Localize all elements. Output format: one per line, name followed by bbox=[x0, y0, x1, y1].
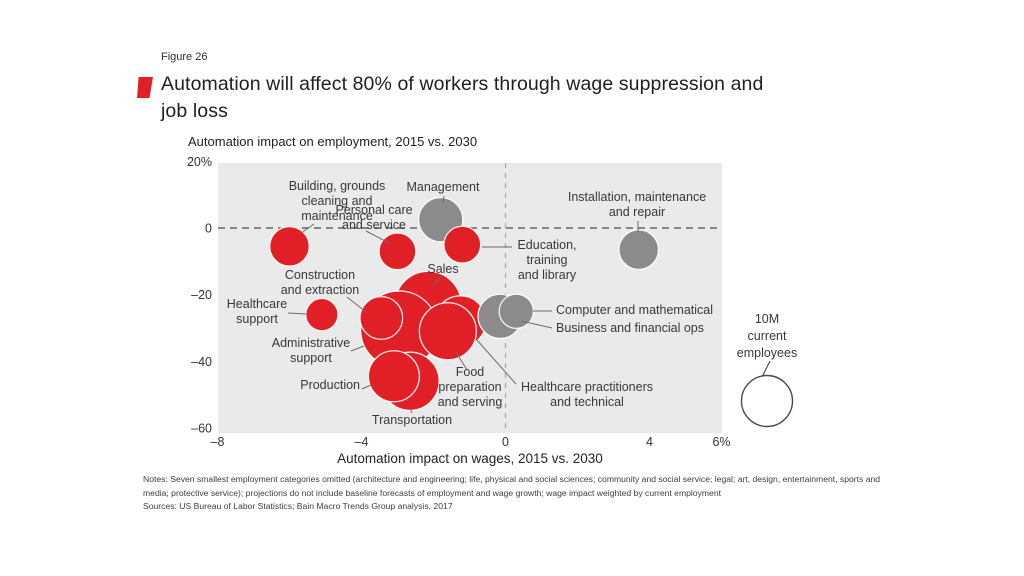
label-food-preparation-serving: Food preparation and serving bbox=[437, 365, 503, 409]
bubble-food-preparation-serving bbox=[419, 303, 476, 360]
label-personal-care-service: Personal care and service bbox=[335, 203, 413, 232]
label-education-training-library: Education, training and library bbox=[517, 238, 577, 282]
x-axis-title: Automation impact on wages, 2015 vs. 2030 bbox=[337, 451, 603, 466]
footer-notes-block bbox=[143, 473, 905, 514]
bubble-education-training-library bbox=[444, 226, 481, 263]
bubble-computer-mathematical bbox=[499, 294, 533, 328]
label-healthcare-support: Healthcare support bbox=[226, 297, 288, 326]
x-tick-label: 4 bbox=[646, 435, 653, 449]
size-legend bbox=[737, 312, 797, 427]
chart-title: Automation impact on employment, 2015 vs. 2030 bbox=[188, 134, 478, 149]
legend-leader-line bbox=[762, 361, 770, 377]
label-building-grounds-cleaning: Building, grounds cleaning and maintenance bbox=[288, 179, 386, 223]
x-tick-label: 6% bbox=[712, 435, 731, 449]
legend-scale-circle bbox=[742, 376, 793, 427]
label-sales: Sales bbox=[427, 262, 459, 276]
y-tick-label: –60 bbox=[191, 421, 212, 436]
x-tick-label: –4 bbox=[354, 435, 369, 449]
label-business-financial-ops: Business and financial ops bbox=[556, 321, 705, 335]
label-management: Management bbox=[406, 180, 480, 194]
x-tick-label: 0 bbox=[502, 435, 509, 449]
figure-number-label: Figure 26 bbox=[161, 51, 208, 63]
bubble-healthcare-support bbox=[306, 299, 338, 331]
label-healthcare-practitioners: Healthcare practitioners and technical bbox=[520, 380, 654, 409]
bubble-production bbox=[368, 351, 419, 402]
bubble-building-grounds-cleaning bbox=[270, 227, 310, 267]
label-administrative-support: Administrative support bbox=[271, 336, 351, 365]
label-computer-mathematical: Computer and mathematical bbox=[556, 303, 714, 317]
bubble-personal-care-service bbox=[379, 233, 416, 270]
legend-label: 10M current employees bbox=[736, 312, 798, 360]
bubble-construction-extraction bbox=[360, 297, 403, 340]
x-tick-label: –8 bbox=[210, 435, 225, 449]
y-tick-label: 0 bbox=[205, 221, 212, 236]
label-construction-extraction: Construction and extraction bbox=[280, 268, 360, 297]
label-installation-maintenance-repair: Installation, maintenance and repair bbox=[567, 190, 707, 219]
figure-title-line-2: job loss bbox=[161, 100, 228, 122]
bubble-installation-maintenance-repair bbox=[619, 230, 659, 270]
figure-title-line-1: Automation will affect 80% of workers through wage suppression and bbox=[161, 73, 764, 95]
y-tick-label: 20% bbox=[186, 154, 212, 169]
label-transportation: Transportation bbox=[371, 413, 453, 427]
sources-text: Sources: US Bureau of Labor Statistics; Bain Macro Trends Group analysis, 2017 bbox=[143, 501, 453, 512]
y-tick-label: –20 bbox=[191, 288, 212, 303]
y-tick-label: –40 bbox=[191, 354, 212, 369]
figure-title bbox=[161, 71, 861, 125]
notes-text: Notes: Seven smallest employment categories omitted (architecture and engineering; life, physical and social sciences; community and social service; legal; art, design, entertainment, sports and media; protective service); projections do not include baseline forecasts of employment and wage growth; wage impact weighted by current employment bbox=[143, 474, 881, 498]
label-production: Production bbox=[300, 378, 360, 392]
